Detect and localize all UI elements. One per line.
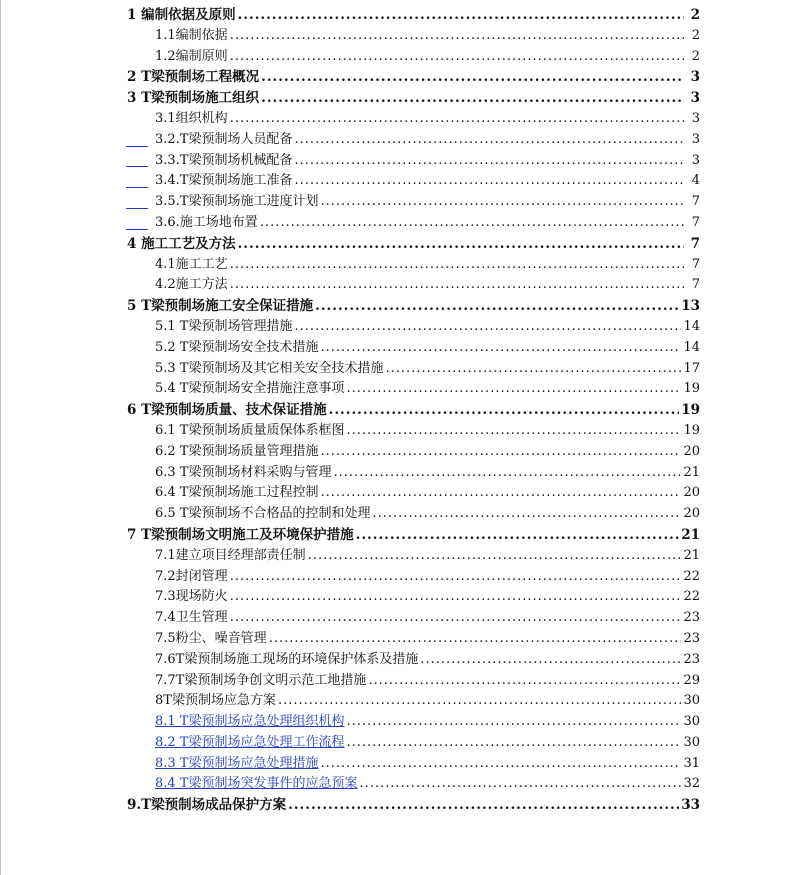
dot-leader: [294, 151, 684, 172]
toc-entry-page-number: 19: [683, 381, 700, 397]
dot-leader: [356, 525, 680, 546]
toc-entry[interactable]: [127, 130, 700, 151]
toc-entry[interactable]: [127, 47, 700, 68]
toc-entry-title[interactable]: 8.1 T梁预制场应急处理组织机构: [155, 714, 345, 730]
toc-entry-page-number: 20: [683, 506, 700, 522]
toc-entry-title: 5.4 T梁预制场安全措施注意事项: [155, 381, 345, 397]
toc-entry-title: 5.3 T梁预制场及其它相关安全技术措施: [155, 360, 384, 376]
dot-leader: [238, 234, 684, 255]
dot-leader: [230, 26, 684, 47]
toc-entry-page-number: 23: [683, 610, 700, 626]
toc-entry[interactable]: [127, 5, 700, 26]
toc-entry-page-number: 7: [691, 277, 700, 293]
dot-leader: [329, 400, 680, 421]
toc-entry[interactable]: [127, 234, 700, 255]
toc-entry-title: 7.6T梁预制场施工现场的环境保护体系及措施: [155, 651, 419, 667]
toc-entry-title: 9.T梁预制场成品保护方案: [127, 797, 287, 814]
toc-entry-page-number: 29: [683, 672, 700, 688]
dot-leader: [346, 733, 681, 754]
toc-entry[interactable]: [127, 754, 700, 775]
dot-leader: [261, 88, 684, 109]
toc-entry-page-number: 33: [681, 797, 700, 814]
toc-entry[interactable]: [127, 671, 700, 692]
toc-entry[interactable]: [127, 213, 700, 234]
toc-entry-page-number: 30: [683, 714, 700, 730]
toc-entry-title: 4.2施工方法: [155, 277, 228, 293]
toc-entry-page-number: 2: [690, 7, 700, 23]
toc-entry-title: 6.1 T梁预制场质量质保体系框图: [155, 422, 345, 438]
toc-entry-page-number: 20: [683, 443, 700, 459]
toc-entry-page-number: 21: [683, 547, 700, 563]
underline-marker: [126, 166, 148, 167]
dot-leader: [359, 774, 681, 795]
toc-entry-title[interactable]: 8.4 T梁预制场突发事件的应急预案: [155, 776, 358, 792]
toc-entry-title[interactable]: 8.2 T梁预制场应急处理工作流程: [155, 734, 345, 750]
toc-entry-page-number: 14: [683, 318, 700, 334]
dot-leader: [230, 275, 684, 296]
dot-leader: [333, 463, 681, 484]
toc-entry-page-number: 2: [691, 48, 700, 64]
toc-entry-title: 5 T梁预制场施工安全保证措施: [127, 298, 314, 315]
toc-entry-title: 6.5 T梁预制场不合格品的控制和处理: [155, 506, 371, 522]
toc-entry-page-number: 21: [681, 526, 700, 543]
dot-leader: [230, 255, 684, 276]
toc-entry[interactable]: [127, 421, 700, 442]
toc-entry[interactable]: [127, 151, 700, 172]
dot-leader: [320, 754, 681, 775]
dot-leader: [320, 338, 681, 359]
underline-marker: [126, 229, 148, 230]
dot-leader: [346, 712, 681, 733]
toc-entry-title: 4 施工工艺及方法: [127, 235, 236, 252]
toc-entry-title: 7.7T梁预制场争创文明示范工地措施: [155, 672, 367, 688]
dot-leader: [320, 192, 684, 213]
toc-entry[interactable]: [127, 109, 700, 130]
toc-entry-page-number: 3: [690, 90, 700, 107]
toc-entry-title[interactable]: 8.3 T梁预制场应急处理措施: [155, 755, 319, 771]
table-of-contents: [127, 5, 700, 816]
toc-entry[interactable]: [127, 255, 700, 276]
toc-entry-page-number: 23: [683, 651, 700, 667]
dot-leader: [368, 671, 681, 692]
toc-entry-title: 8T梁预制场应急方案: [155, 693, 276, 709]
toc-entry-title: 1 编制依据及原则: [127, 7, 236, 23]
toc-entry[interactable]: [127, 795, 700, 816]
toc-entry-page-number: 2: [691, 27, 700, 43]
toc-entry-title: 2 T梁预制场工程概况: [127, 69, 260, 86]
toc-entry-title: 6.3 T梁预制场材料采购与管理: [155, 464, 332, 480]
toc-entry[interactable]: [127, 525, 700, 546]
toc-entry[interactable]: [127, 587, 700, 608]
toc-entry[interactable]: [127, 400, 700, 421]
dot-leader: [230, 587, 682, 608]
toc-entry-title: 7.3现场防火: [155, 589, 228, 605]
toc-entry[interactable]: [127, 296, 700, 317]
dot-leader: [288, 795, 679, 816]
dot-leader: [308, 546, 682, 567]
toc-entry-page-number: 19: [681, 402, 700, 419]
underline-marker: [126, 146, 148, 147]
toc-entry[interactable]: [127, 192, 700, 213]
toc-entry-page-number: 4: [691, 173, 700, 189]
toc-entry[interactable]: [127, 442, 700, 463]
dot-leader: [261, 67, 684, 88]
toc-entry[interactable]: [127, 712, 700, 733]
toc-entry-page-number: 30: [683, 693, 700, 709]
toc-entry[interactable]: [127, 608, 700, 629]
dot-leader: [372, 504, 681, 525]
dot-leader: [230, 109, 684, 130]
toc-entry[interactable]: [127, 629, 700, 650]
toc-entry-title: 6.2 T梁预制场质量管理措施: [155, 443, 319, 459]
toc-entry-title: 5.2 T梁预制场安全技术措施: [155, 339, 319, 355]
toc-entry-title: 1.1编制依据: [155, 27, 228, 43]
dot-leader: [320, 442, 681, 463]
toc-entry-page-number: 3: [691, 152, 700, 168]
toc-entry-page-number: 7: [691, 214, 700, 230]
toc-entry-page-number: 7: [691, 256, 700, 272]
underline-marker: [126, 208, 148, 209]
toc-entry[interactable]: [127, 691, 700, 712]
toc-entry[interactable]: [127, 504, 700, 525]
dot-leader: [346, 379, 681, 400]
toc-entry[interactable]: [127, 338, 700, 359]
toc-entry-title: 3.5.T梁预制场施工进度计划: [155, 194, 319, 210]
toc-entry[interactable]: [127, 546, 700, 567]
toc-entry-page-number: 31: [683, 755, 700, 771]
toc-entry[interactable]: [127, 733, 700, 754]
toc-entry[interactable]: [127, 567, 700, 588]
toc-entry[interactable]: [127, 483, 700, 504]
dot-leader: [230, 47, 684, 68]
dot-leader: [269, 629, 682, 650]
toc-entry[interactable]: [127, 317, 700, 338]
underline-marker: [126, 187, 148, 188]
toc-entry-title: 7 T梁预制场文明施工及环境保护措施: [127, 526, 354, 543]
toc-entry-page-number: 20: [683, 485, 700, 501]
toc-entry[interactable]: [127, 67, 700, 88]
toc-entry-title: 6.4 T梁预制场施工过程控制: [155, 485, 319, 501]
dot-leader: [230, 567, 682, 588]
toc-entry-title: 3.3.T梁预制场机械配备: [155, 152, 293, 168]
dot-leader: [320, 483, 681, 504]
toc-entry[interactable]: [127, 26, 700, 47]
toc-entry-title: 6 T梁预制场质量、技术保证措施: [127, 402, 327, 419]
toc-entry-page-number: 7: [691, 194, 700, 210]
toc-entry-title: 7.5粉尘、噪音管理: [155, 630, 267, 646]
toc-entry-page-number: 19: [683, 422, 700, 438]
toc-entry-title: 3 T梁预制场施工组织: [127, 90, 260, 107]
toc-entry-page-number: 30: [683, 734, 700, 750]
toc-entry-page-number: 13: [681, 298, 700, 315]
toc-entry-title: 7.4卫生管理: [155, 610, 228, 626]
dot-leader: [278, 691, 682, 712]
dot-leader: [230, 608, 682, 629]
toc-entry[interactable]: [127, 774, 700, 795]
toc-entry[interactable]: [127, 171, 700, 192]
dot-leader: [315, 296, 679, 317]
dot-leader: [294, 171, 684, 192]
toc-entry-page-number: 3: [690, 69, 700, 86]
dot-leader: [346, 421, 681, 442]
toc-entry-page-number: 7: [690, 235, 700, 252]
toc-entry-title: 3.2.T梁预制场人员配备: [155, 131, 293, 147]
toc-entry-page-number: 21: [683, 464, 700, 480]
toc-entry-page-number: 3: [691, 110, 700, 126]
toc-entry[interactable]: [127, 359, 700, 380]
dot-leader: [260, 213, 684, 234]
toc-entry-title: 4.1施工工艺: [155, 256, 228, 272]
toc-entry-page-number: 22: [683, 589, 700, 605]
dot-leader: [385, 359, 681, 380]
dot-leader: [238, 5, 684, 26]
toc-entry-title: 3.6.施工场地布置: [155, 214, 258, 230]
page-left-edge: [0, 0, 1, 875]
toc-entry-title: 3.4.T梁预制场施工准备: [155, 173, 293, 189]
dot-leader: [294, 130, 684, 151]
toc-entry-page-number: 22: [683, 568, 700, 584]
dot-leader: [294, 317, 681, 338]
toc-entry[interactable]: [127, 275, 700, 296]
toc-entry-page-number: 23: [683, 630, 700, 646]
dot-leader: [420, 650, 681, 671]
toc-entry[interactable]: [127, 379, 700, 400]
toc-entry-page-number: 32: [683, 776, 700, 792]
toc-entry-title: 3.1组织机构: [155, 110, 228, 126]
toc-entry[interactable]: [127, 88, 700, 109]
toc-entry-title: 1.2编制原则: [155, 48, 228, 64]
toc-entry-title: 7.2封闭管理: [155, 568, 228, 584]
toc-entry[interactable]: [127, 650, 700, 671]
toc-entry-title: 5.1 T梁预制场管理措施: [155, 318, 293, 334]
toc-entry-page-number: 17: [683, 360, 700, 376]
toc-entry-page-number: 14: [683, 339, 700, 355]
toc-entry-title: 7.1建立项目经理部责任制: [155, 547, 306, 563]
toc-entry-page-number: 3: [691, 131, 700, 147]
toc-entry[interactable]: [127, 463, 700, 484]
